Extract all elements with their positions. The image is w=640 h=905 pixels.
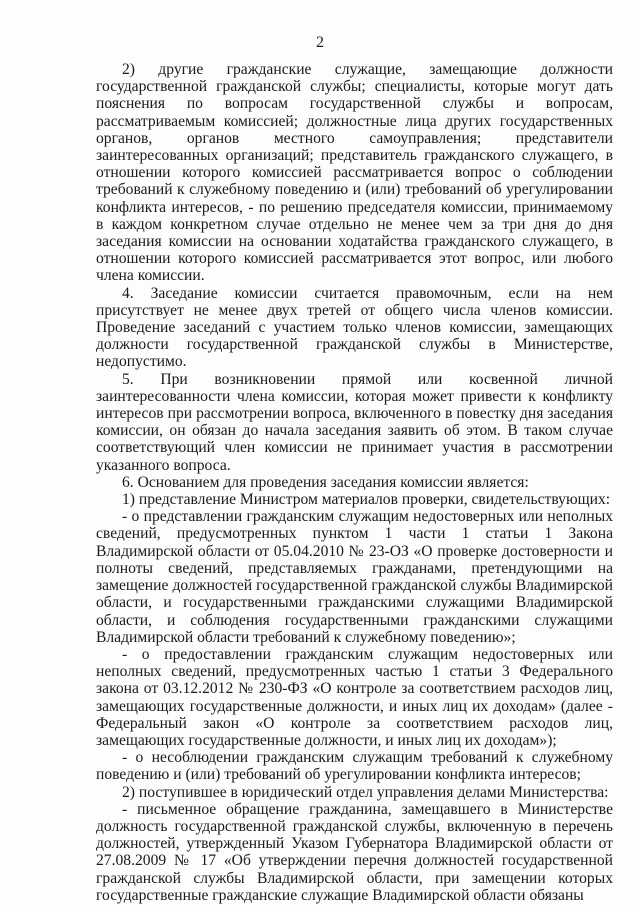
paragraph-conflict-of-interest: 5. При возникновении прямой или косвенной личной заинтересованности члена комиссии, которая может привести к конфликту интересов при рассмотрении вопроса, включенного в повестку дня заседания комиссии, он обязан до начала заседания заявить об этом. В таком случае соответствующий член комиссии не принимает участия в рассмотрении указанного вопроса. bbox=[96, 370, 613, 474]
paragraph-quorum: 4. Заседание комиссии считается правомочным, если на нем присутствует не менее двух третей от общего числа членов комиссии. Проведение заседаний с участием только членов комиссии, замещающих должности государственной гражданской службы в Министерстве, недопустимо. bbox=[96, 284, 613, 371]
page-number: 2 bbox=[316, 34, 324, 51]
paragraph-conduct-violation: - о несоблюдении гражданским служащим требований к служебному поведению и (или) требований об урегулировании конфликта интересов; bbox=[96, 749, 613, 784]
document-body bbox=[96, 61, 613, 904]
paragraph-grounds-heading: 6. Основанием для проведения заседания комиссии является: bbox=[122, 473, 529, 491]
paragraph-minister-submission: 1) представление Министром материалов проверки, свидетельствующих: bbox=[122, 491, 611, 509]
paragraph-participants: 2) другие гражданские служащие, замещающие должности государственной гражданской службы; специалисты, которые могут дать пояснения по вопросам государственной службы и вопросам, рассматриваемым комиссией; должностные лица других государственных органов, органов местного самоуправления; представители заинтересованных организаций; представитель гражданского служащего, в отношении которого комиссией рассматривается вопрос о соблюдении требований к служебному поведению и (или) требований об урегулировании конфликта интересов, - по решению председателя комиссии, принимаемому в каждом конкретном случае отдельно не менее чем за три дня до дня заседания комиссии на основании ходатайства гражданского служащего, в отношении которого комиссией рассматривается этот вопрос, или любого члена комиссии. bbox=[96, 61, 613, 285]
paragraph-legal-department: 2) поступившее в юридический отдел управления делами Министерства: bbox=[122, 783, 609, 801]
paragraph-written-appeal: - письменное обращение гражданина, замещавшего в Министерстве должность государственной гражданской службы, включенную в перечень должностей, утвержденный Указом Губернатора Владимирской области от 27.08.2009 № 17 «Об утверждении перечня должностей государственной гражданской службы Владимирской области, при замещении которых государственные гражданские служащие Владимирской области обязаны bbox=[96, 800, 613, 904]
paragraph-expenses-information: - о предоставлении гражданским служащим недостоверных или неполных сведений, предусмотренных частью 1 статьи 3 Федерального закона от 03.12.2012 № 230-ФЗ «О контроле за соответствием расходов лиц, замещающих государственные должности, и иных лиц их доходам» (далее - Федеральный закон «О контроле за соответствием расходов лиц, замещающих государственные должности, и иных лиц их доходам»); bbox=[96, 645, 613, 749]
paragraph-false-information: - о представлении гражданским служащим недостоверных или неполных сведений, предусмотренных пунктом 1 части 1 статьи 1 Закона Владимирской области от 05.04.2010 № 23-ОЗ «О проверке достоверности и полноты сведений, представляемых гражданами, претендующими на замещение должностей государственной гражданской службы Владимирской области, и государственными гражданскими служащими Владимирской области, и соблюдения государственными гражданскими служащими Владимирской области требований к служебному поведению»; bbox=[96, 508, 613, 646]
